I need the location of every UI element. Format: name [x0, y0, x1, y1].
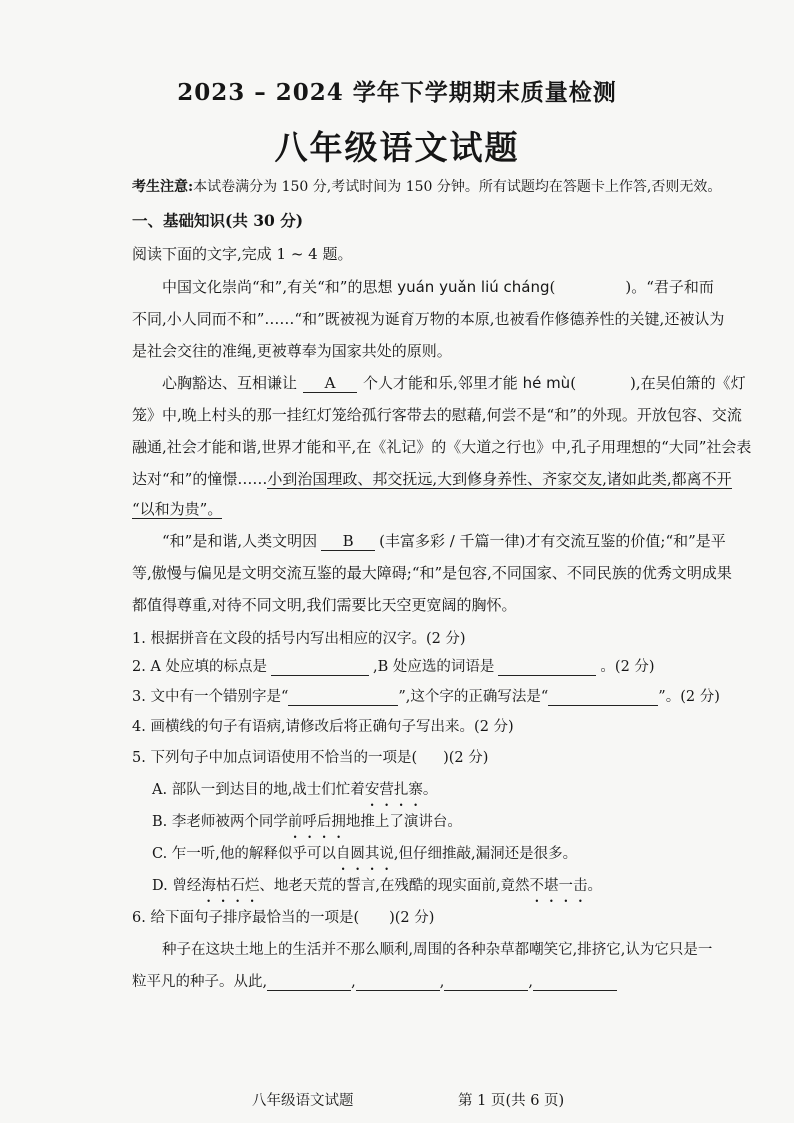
- option-text: B. 李老师被两个同学: [152, 814, 288, 830]
- question-text: ,: [528, 974, 533, 990]
- emphasis-char: 击: [573, 878, 588, 894]
- dotted-word: [336, 846, 394, 862]
- passage-text: (丰富多彩 / 千篇一律)才有交流互鉴的价值;“和”是平: [379, 532, 726, 550]
- option-text: A. 部队一到达目的地,战士们忙着: [152, 782, 365, 798]
- emphasis-char: 拥: [331, 814, 346, 830]
- emphasis-char: 海: [201, 878, 216, 894]
- notice-label: 考生注意:: [132, 179, 194, 195]
- answer-blank[interactable]: [359, 909, 389, 927]
- answer-blank[interactable]: [498, 657, 596, 676]
- question-2: [132, 655, 655, 676]
- emphasis-char: 堪: [544, 878, 559, 894]
- question-text: ”。(2 分): [658, 689, 720, 705]
- page-number: 第 1 页(共 6 页): [458, 1093, 565, 1109]
- answer-blank[interactable]: [576, 375, 630, 393]
- passage-line: 等,傲慢与偏见是文明交流互鉴的最大障碍;“和”是包容,不同国家、不同民族的优秀文明成果: [132, 564, 732, 582]
- question-text: ,: [351, 974, 356, 990]
- passage-text: 达对“和”的憧憬……: [132, 470, 268, 488]
- passage-line: 不同,小人同而不和”……“和”既被视为诞育万物的本原,也被看作修德养性的关键,还被认为: [132, 310, 725, 328]
- passage-line: 都值得尊重,对待不同文明,我们需要比天空更宽阔的胸怀。: [132, 596, 517, 614]
- passage-line: 是社会交往的准绳,更被尊奉为国家共处的原则。: [132, 342, 452, 360]
- pinyin-1: yuán yuǎn liú cháng: [397, 278, 550, 296]
- passage-line: 笼》中,晚上村头的那一挂红灯笼给孤行客带去的慰藉,何尝不是“和”的外现。开放包容、交流: [132, 406, 742, 424]
- emphasis-char: 呼: [302, 814, 317, 830]
- blank-b[interactable]: B: [321, 532, 375, 551]
- answer-blank[interactable]: [444, 972, 528, 991]
- emphasis-char: 圆: [350, 846, 365, 862]
- blank-a[interactable]: A: [303, 374, 357, 393]
- footer-title: 八年级语文试题: [252, 1093, 354, 1109]
- dotted-word: [288, 814, 346, 830]
- question-5: [132, 746, 488, 767]
- question-text: )(2 分): [389, 910, 435, 926]
- passage-line: [132, 468, 752, 489]
- answer-blank[interactable]: [548, 687, 658, 706]
- passage-line: [132, 530, 752, 551]
- underlined-sentence: “以和为贵”。: [132, 500, 223, 518]
- option-c: [152, 842, 577, 863]
- emphasis-char: 烂: [244, 878, 260, 894]
- emphasis-char: 一: [558, 878, 574, 894]
- option-text: D. 曾经: [152, 878, 202, 894]
- emphasis-char: 扎: [393, 782, 409, 798]
- question-6: [132, 906, 434, 927]
- emphasis-char: 其: [364, 846, 380, 862]
- pinyin-2: hé mù: [522, 374, 571, 392]
- passage-text: )。“君子和而: [625, 278, 714, 296]
- section-instruction: 阅读下面的文字,完成 1 ~ 4 题。: [132, 245, 353, 263]
- passage-line: [132, 276, 752, 297]
- passage-text: ),在吴伯箫的《灯: [630, 374, 746, 392]
- passage-line: [132, 372, 752, 393]
- question-text: 3. 文中有一个错别字是“: [132, 689, 289, 705]
- emphasis-char: 后: [316, 814, 332, 830]
- answer-blank[interactable]: [417, 749, 443, 767]
- question-text: ,B 处应选的词语是: [373, 659, 495, 675]
- passage-text: 中国文化崇尚“和”,有关“和”的思想: [162, 278, 398, 296]
- option-d: [152, 874, 602, 895]
- notice-text: 本试卷满分为 150 分,考试时间为 150 分钟。所有试题均在答题卡上作答,否则无效。: [193, 179, 722, 195]
- option-a: [152, 778, 437, 799]
- answer-blank[interactable]: [267, 972, 351, 991]
- answer-blank[interactable]: [555, 279, 625, 297]
- answer-blank[interactable]: [271, 657, 369, 676]
- emphasis-char: 营: [379, 782, 394, 798]
- passage-text: 个人才能和乐,邻里才能: [363, 374, 523, 392]
- question-text: 5. 下列句子中加点词语使用不恰当的一项是(: [132, 750, 418, 766]
- option-text: ,但仔细推敲,漏洞还是很多。: [393, 846, 578, 862]
- question-text: 。(2 分): [600, 659, 655, 675]
- emphasis-char: 枯: [215, 878, 231, 894]
- exam-notice: [132, 176, 721, 196]
- option-b: [152, 810, 462, 831]
- passage-text: “和”是和谐,人类文明因: [162, 532, 318, 550]
- passage-line: 融通,社会才能和谐,世界才能和平,在《礼记》的《大道之行也》中,孔子用理想的“大同”社会表: [132, 438, 752, 456]
- option-text: 。: [587, 878, 603, 894]
- emphasis-char: 石: [230, 878, 245, 894]
- underlined-sentence: 小到治国理政、邦交抚远,大到修身养性、齐家交友,诸如此类,都离不开: [267, 470, 732, 488]
- dotted-word: [365, 782, 423, 798]
- exam-subtitle: 八年级语文试题: [274, 128, 520, 167]
- question-text: )(2 分): [443, 750, 489, 766]
- emphasis-char: 安: [364, 782, 380, 798]
- option-text: 。: [422, 782, 438, 798]
- passage-text: 心胸豁达、互相谦让: [162, 374, 298, 392]
- passage-text: (: [570, 374, 577, 392]
- emphasis-char: 说: [379, 846, 394, 862]
- question-6-text: [132, 970, 752, 991]
- exam-title: 2023 – 2024 学年下学期期末质量检测: [177, 79, 617, 106]
- question-3: [132, 685, 720, 706]
- question-1: 1. 根据拼音在文段的括号内写出相应的汉字。(2 分): [132, 631, 466, 647]
- option-text: 、地老天荒的誓言,在残酷的现实面前,竟然: [259, 878, 530, 894]
- passage-text: (: [549, 278, 556, 296]
- emphasis-char: 不: [529, 878, 545, 894]
- section-heading: 一、基础知识(共 30 分): [132, 211, 304, 230]
- question-text: 粒平凡的种子。从此,: [132, 974, 268, 990]
- question-text: 6. 给下面句子排序最恰当的一项是(: [132, 910, 360, 926]
- dotted-word: [530, 878, 588, 894]
- question-text: ”,这个字的正确写法是“: [398, 689, 549, 705]
- question-text: 2. A 处应填的标点是: [132, 659, 268, 675]
- dotted-word: [201, 878, 259, 894]
- question-text: ,: [439, 974, 445, 990]
- emphasis-char: 寨: [408, 782, 423, 798]
- question-6-text: 种子在这块土地上的生活并不那么顺利,周围的各种杂草都嘲笑它,排挤它,认为它只是一: [162, 942, 713, 958]
- answer-blank[interactable]: [356, 972, 440, 991]
- answer-blank[interactable]: [533, 972, 617, 991]
- emphasis-char: 自: [335, 846, 351, 862]
- option-text: 地推上了演讲台。: [345, 814, 462, 830]
- passage-line: [132, 498, 752, 519]
- emphasis-char: 前: [287, 814, 303, 830]
- option-text: C. 乍一听,他的解释似乎可以: [152, 846, 336, 862]
- question-4: 4. 画横线的句子有语病,请修改后将正确句子写出来。(2 分): [132, 719, 514, 735]
- answer-blank[interactable]: [288, 687, 398, 706]
